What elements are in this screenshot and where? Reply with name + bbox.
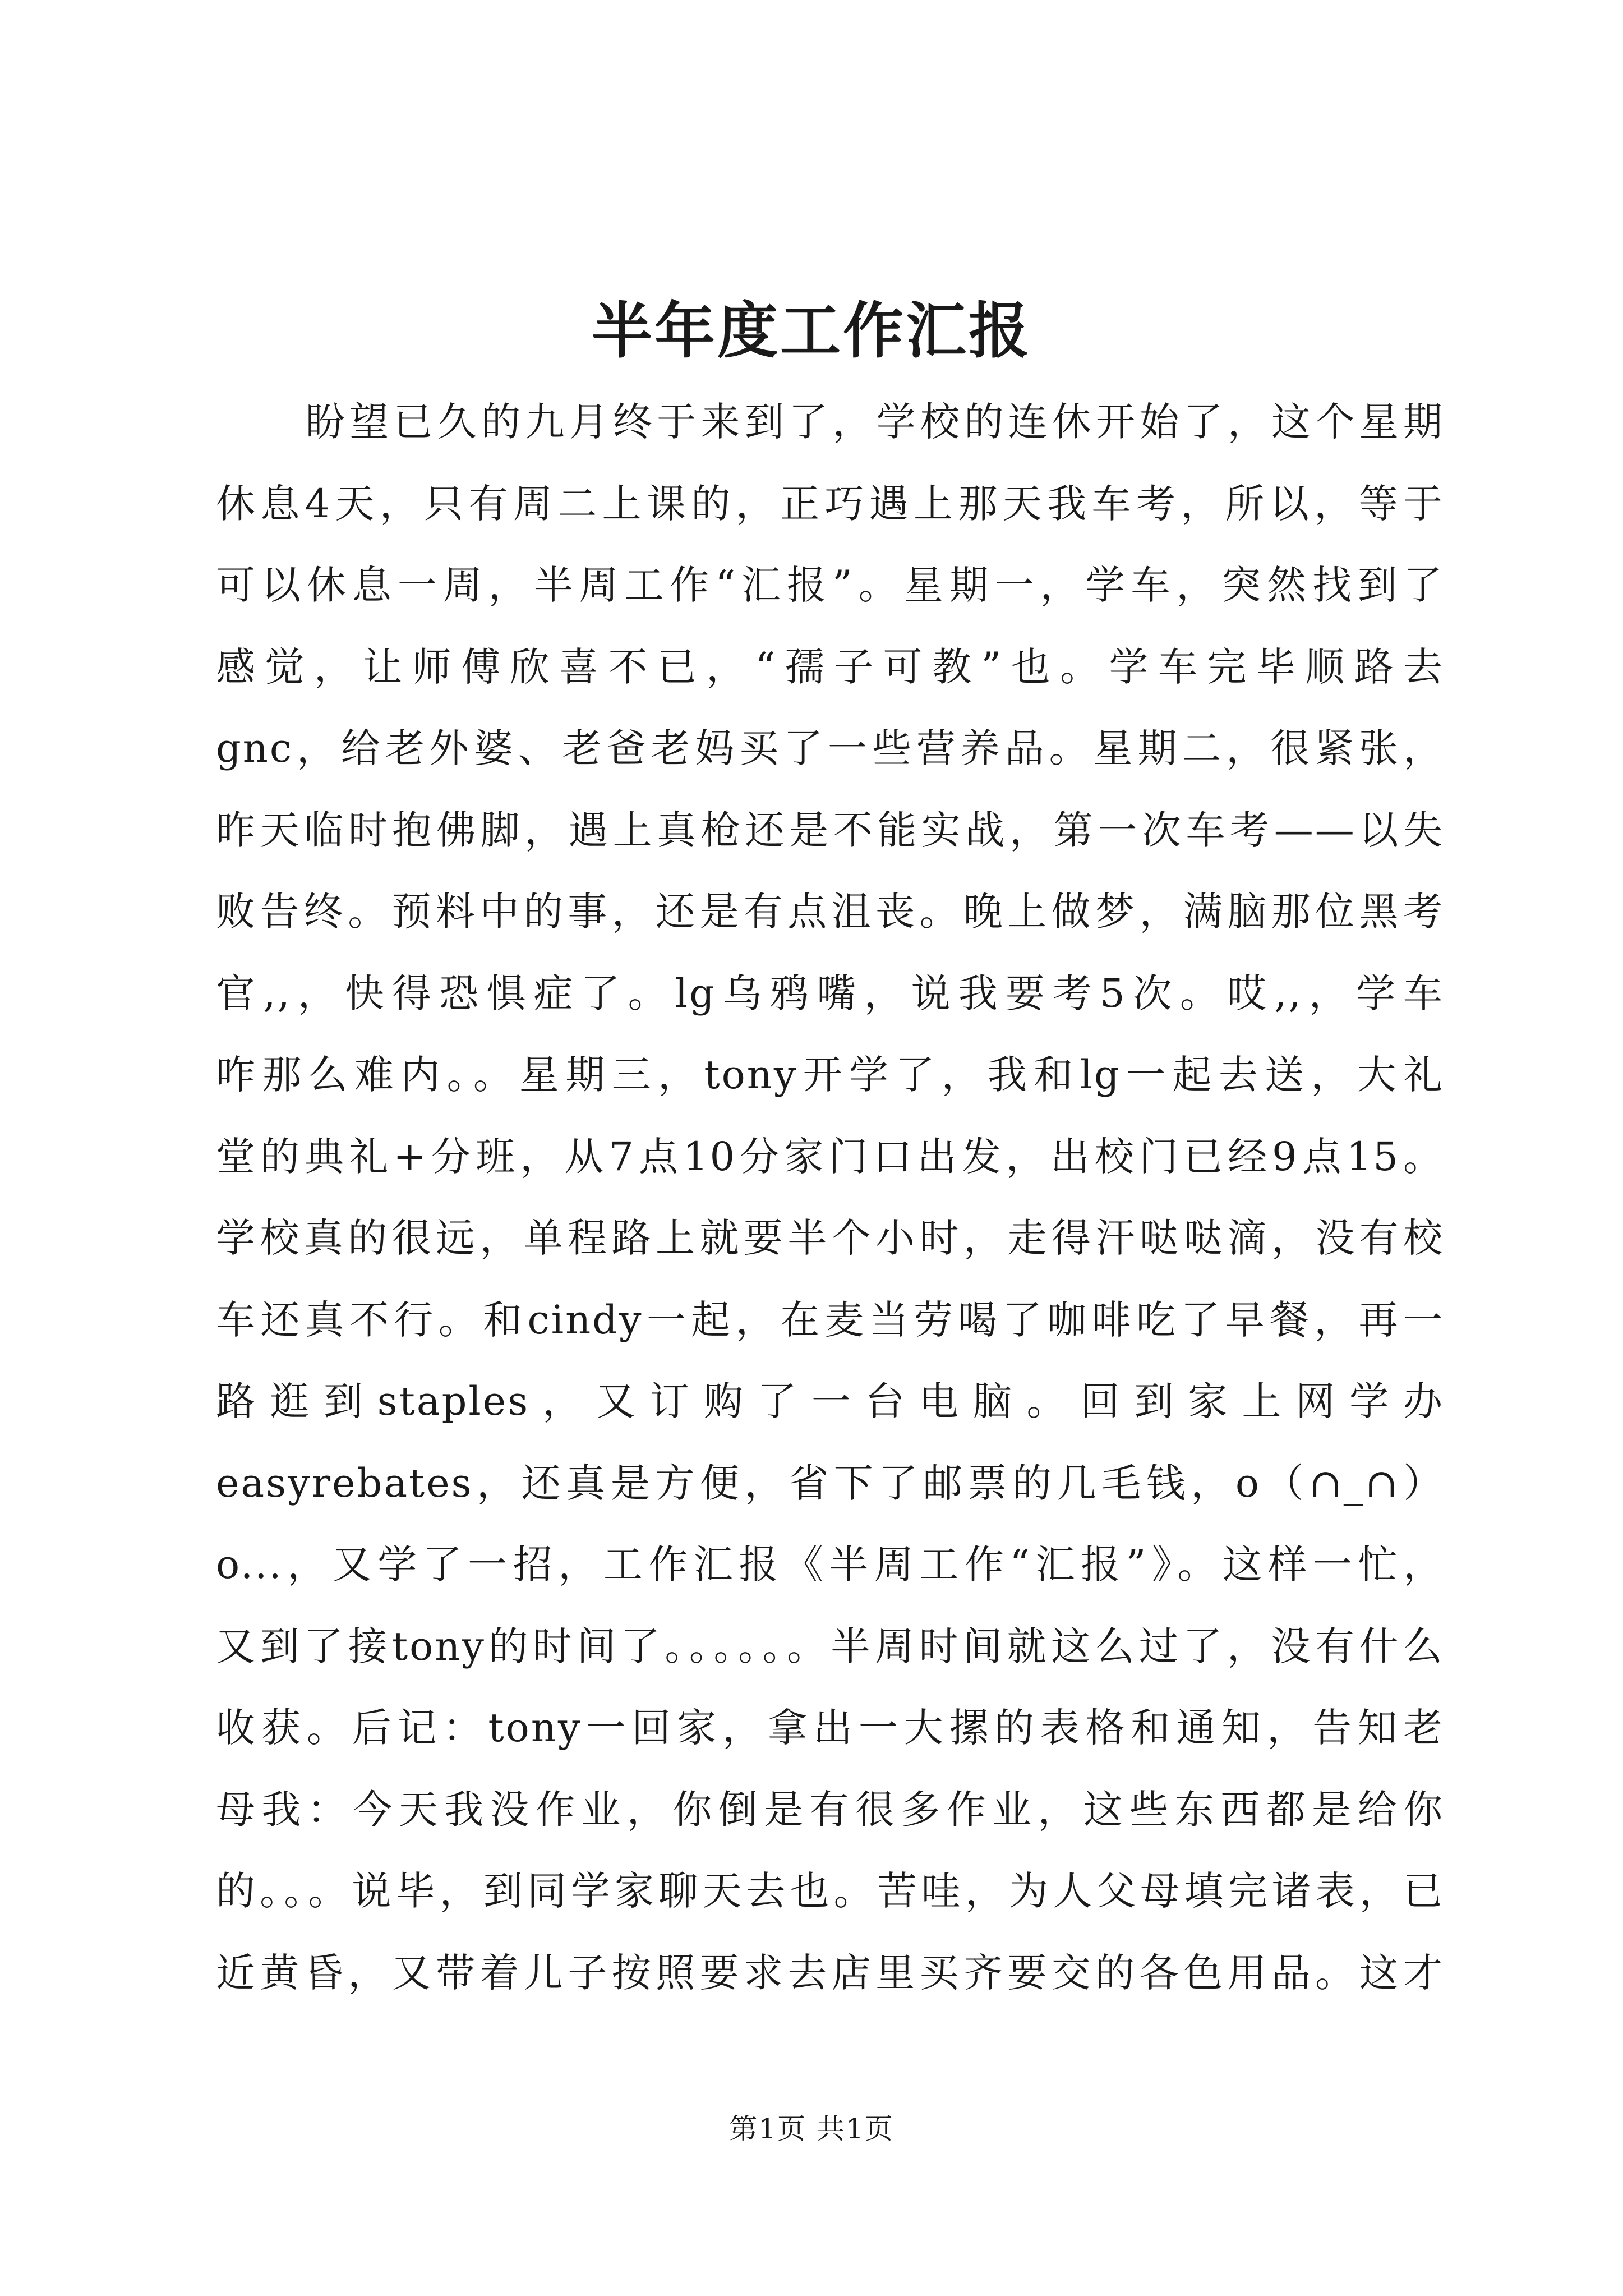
document-title: 半年度工作汇报 (591, 296, 1031, 366)
body-line: 堂的典礼+分班，从7点10分家门口出发，出校门已经9点15。 (216, 1133, 1444, 1180)
body-line: 感觉，让师傅欣喜不已，“孺子可教”也。学车完毕顺路去 (216, 643, 1444, 690)
body-line: 收获。后记：tony一回家，拿出一大摞的表格和通知，告知老 (216, 1705, 1444, 1751)
body-line: 的。。。说毕，到同学家聊天去也。苦哇，为人父母填完诸表，已 (216, 1868, 1444, 1914)
body-line: 败告终。预料中的事，还是有点沮丧。晚上做梦，满脑那位黑考 (216, 889, 1444, 935)
page-number-footer: 第1页 共1页 (729, 2113, 894, 2145)
body-line: 昨天临时抱佛脚，遇上真枪还是不能实战，第一次车考——以失 (216, 807, 1444, 853)
body-line: o...，又学了一招，工作汇报《半周工作“汇报”》。这样一忙， (216, 1542, 1444, 1588)
document-body (216, 381, 1444, 2014)
body-line: 咋那么难内。。星期三，tony开学了，我和lg一起去送，大礼 (216, 1052, 1444, 1098)
body-line: 盼望已久的九月终于来到了，学校的连休开始了，这个星期 (306, 399, 1444, 445)
body-line: 休息4天，只有周二上课的，正巧遇上那天我车考，所以，等于 (216, 480, 1444, 527)
body-line: 可以休息一周，半周工作“汇报”。星期一，学车，突然找到了 (216, 562, 1444, 608)
body-line: 学校真的很远，单程路上就要半个小时，走得汗哒哒滴，没有校 (216, 1215, 1444, 1261)
body-line: 官,,，快得恐惧症了。lg乌鸦嘴，说我要考5次。哎,,，学车 (216, 970, 1444, 1016)
body-line: 车还真不行。和cindy一起，在麦当劳喝了咖啡吃了早餐，再一 (216, 1296, 1444, 1343)
body-line: 路逛到staples，又订购了一台电脑。回到家上网学办 (216, 1378, 1444, 1424)
body-line: 母我：今天我没作业，你倒是有很多作业，这些东西都是给你 (216, 1786, 1444, 1833)
body-line: 又到了接tony的时间了。。。。。。半周时间就这么过了，没有什么 (216, 1623, 1444, 1669)
body-line: easyrebates，还真是方便，省下了邮票的几毛钱，o（∩_∩） (216, 1460, 1444, 1506)
body-line: gnc，给老外婆、老爸老妈买了一些营养品。星期二，很紧张， (216, 725, 1444, 771)
body-line: 近黄昏，又带着儿子按照要求去店里买齐要交的各色用品。这才 (216, 1949, 1444, 1996)
